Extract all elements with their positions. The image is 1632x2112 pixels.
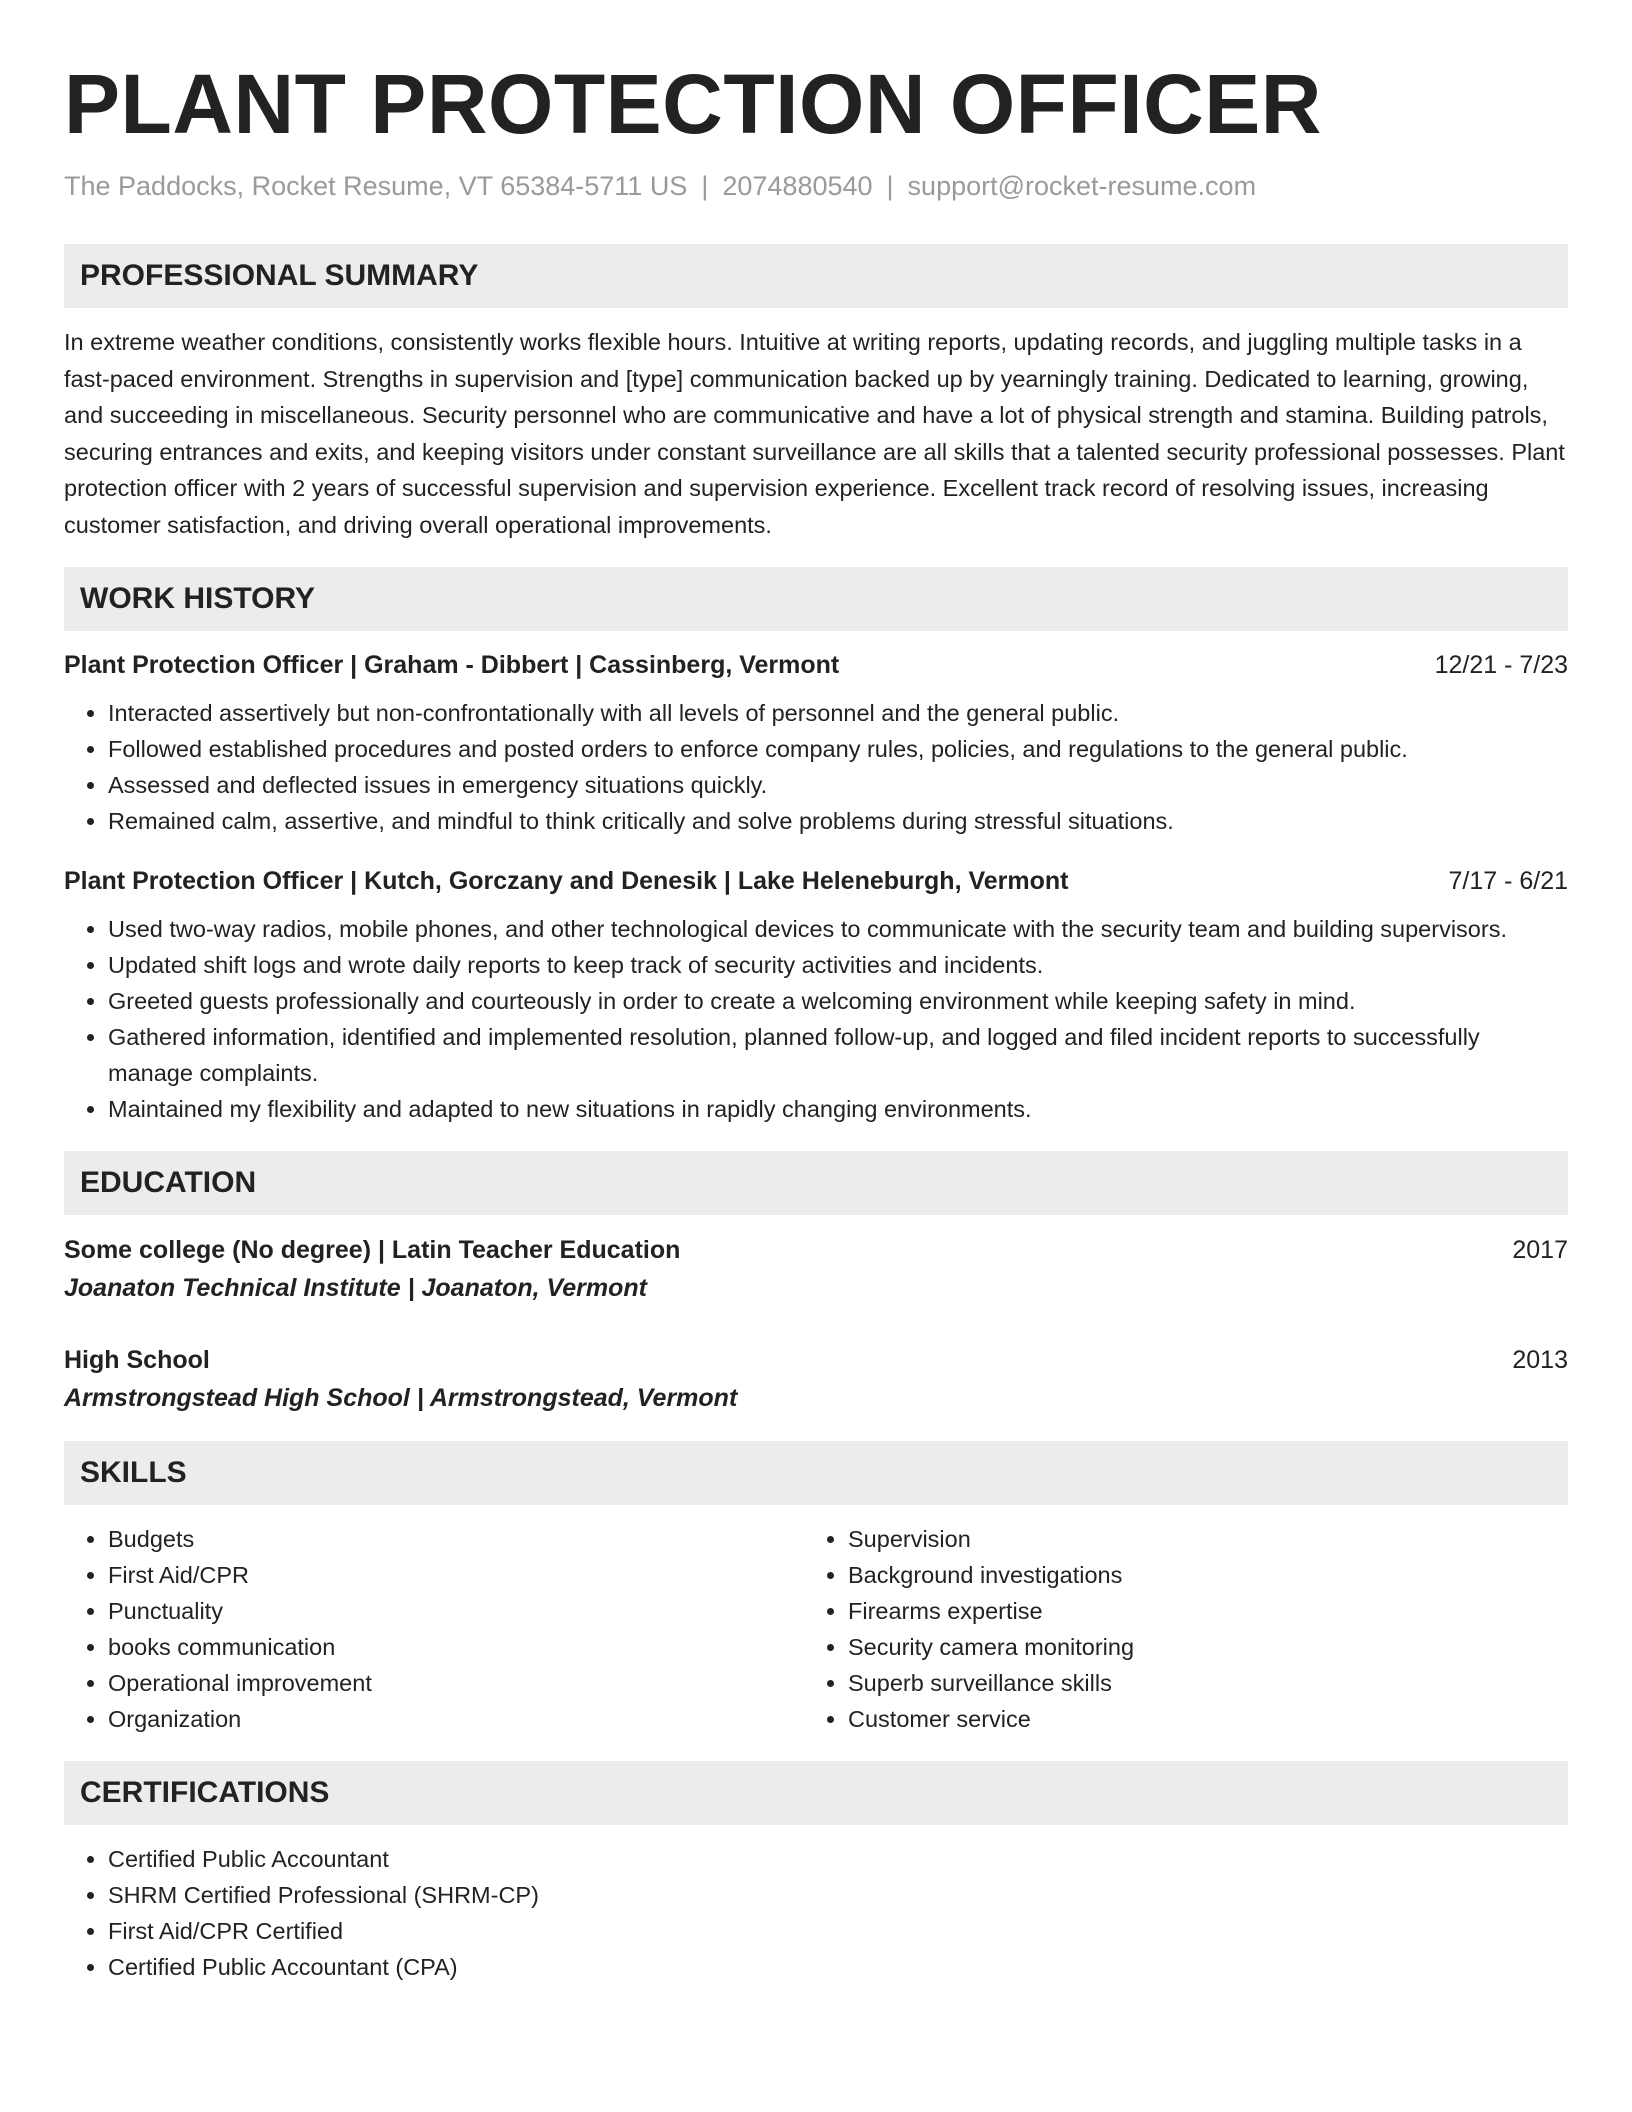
certification-item: • First Aid/CPR Certified [108, 1913, 1568, 1949]
job-dates: 7/17 - 6/21 [1448, 867, 1568, 895]
certification-item: • SHRM Certified Professional (SHRM-CP) [108, 1877, 1568, 1913]
job-duty-item: • Used two-way radios, mobile phones, and other technological devices to communicate with the security team and building supervisors. [108, 911, 1568, 947]
job-duty-item: • Updated shift logs and wrote daily reports to keep track of security activities and incidents. [108, 947, 1568, 983]
education-degree: Some college (No degree) | Latin Teacher Education [64, 1236, 681, 1264]
education-header [64, 1231, 1568, 1269]
skills-left-list [64, 1521, 804, 1737]
skill-item: • Background investigations [848, 1557, 1544, 1593]
job-duties [64, 911, 1568, 1127]
summary-text: In extreme weather conditions, consistently works flexible hours. Intuitive at writing reports, updating records, and juggling multiple tasks in a fast-paced environment. Strengths in supervision and [type] communication backed up by yearningly training. Dedicated to learning, growing, and succeeding in miscellaneous. Security personnel who are communicative and have a lot of physical strength and stamina. Building patrols, securing entrances and exits, and keeping visitors under constant surveillance are all skills that a talented security professional possesses. Plant protection officer with 2 years of successful supervision and supervision experience. Excellent track record of resolving issues, increasing customer satisfaction, and driving overall operational improvements. [64, 329, 1565, 538]
skill-item: • Firearms expertise [848, 1593, 1544, 1629]
job-title: Plant Protection Officer | Graham - Dibbert | Cassinberg, Vermont [64, 651, 840, 679]
job-duty-item: • Greeted guests professionally and courteously in order to create a welcoming environment while keeping safety in mind. [108, 983, 1568, 1019]
job-duty-item: • Followed established procedures and posted orders to enforce company rules, policies, and regulations to the general public. [108, 731, 1568, 767]
section-heading-education: EDUCATION [64, 1151, 1568, 1215]
certifications-items [64, 1841, 1568, 1985]
job-duty-item: • Gathered information, identified and implemented resolution, planned follow-up, and logged and filed incident reports to successfully manage complaints. [108, 1019, 1568, 1091]
skills-column-left [64, 1521, 804, 1737]
job-duty-item: • Assessed and deflected issues in emergency situations quickly. [108, 767, 1568, 803]
candidate-title: PLANT PROTECTION OFFICER [64, 57, 1322, 151]
skill-item: • Superb surveillance skills [848, 1665, 1544, 1701]
contact-separator: | [701, 171, 709, 201]
skills-column-right [804, 1521, 1544, 1737]
job-duty-item: • Interacted assertively but non-confrontationally with all levels of personnel and the general public. [108, 695, 1568, 731]
job-title: Plant Protection Officer | Kutch, Gorczany and Denesik | Lake Heleneburgh, Vermont [64, 867, 1069, 895]
skill-item: • books communication [108, 1629, 804, 1665]
section-heading-certifications: CERTIFICATIONS [64, 1761, 1568, 1825]
skill-item: • Organization [108, 1701, 804, 1737]
section-heading-work-history: WORK HISTORY [64, 567, 1568, 631]
skill-item: • Supervision [848, 1521, 1544, 1557]
job-entry [64, 647, 1568, 839]
education-school: Joanaton Technical Institute | Joanaton, Vermont [64, 1274, 647, 1302]
certification-item: • Certified Public Accountant [108, 1841, 1568, 1877]
contact-address: The Paddocks, Rocket Resume, VT 65384-5711 US [64, 171, 688, 201]
skill-item: • Operational improvement [108, 1665, 804, 1701]
job-duty-item: • Remained calm, assertive, and mindful to think critically and solve problems during stressful situations. [108, 803, 1568, 839]
job-entry [64, 863, 1568, 1127]
job-duties [64, 695, 1568, 839]
contact-separator: | [886, 171, 894, 201]
education-header [64, 1341, 1568, 1379]
education-entry [64, 1231, 1568, 1307]
contact-line [64, 168, 1568, 204]
job-dates: 12/21 - 7/23 [1434, 651, 1568, 679]
section-heading-summary: PROFESSIONAL SUMMARY [64, 244, 1568, 308]
skill-item: • Punctuality [108, 1593, 804, 1629]
job-header [64, 863, 1568, 899]
skill-item: • Budgets [108, 1521, 804, 1557]
education-school: Armstrongstead High School | Armstrongstead, Vermont [64, 1384, 738, 1412]
skills-right-list [804, 1521, 1544, 1737]
contact-phone: 2074880540 [722, 171, 873, 201]
certifications-list [64, 1841, 1568, 1985]
job-header [64, 647, 1568, 683]
education-degree: High School [64, 1346, 210, 1374]
job-duty-item: • Maintained my flexibility and adapted to new situations in rapidly changing environments. [108, 1091, 1568, 1127]
contact-email: support@rocket-resume.com [907, 171, 1257, 201]
certification-item: • Certified Public Accountant (CPA) [108, 1949, 1568, 1985]
education-year: 2013 [1512, 1346, 1568, 1374]
education-entry [64, 1341, 1568, 1417]
skill-item: • Customer service [848, 1701, 1544, 1737]
education-year: 2017 [1512, 1236, 1568, 1264]
skill-item: • Security camera monitoring [848, 1629, 1544, 1665]
skills-list [64, 1521, 1568, 1737]
skill-item: • First Aid/CPR [108, 1557, 804, 1593]
section-heading-skills: SKILLS [64, 1441, 1568, 1505]
